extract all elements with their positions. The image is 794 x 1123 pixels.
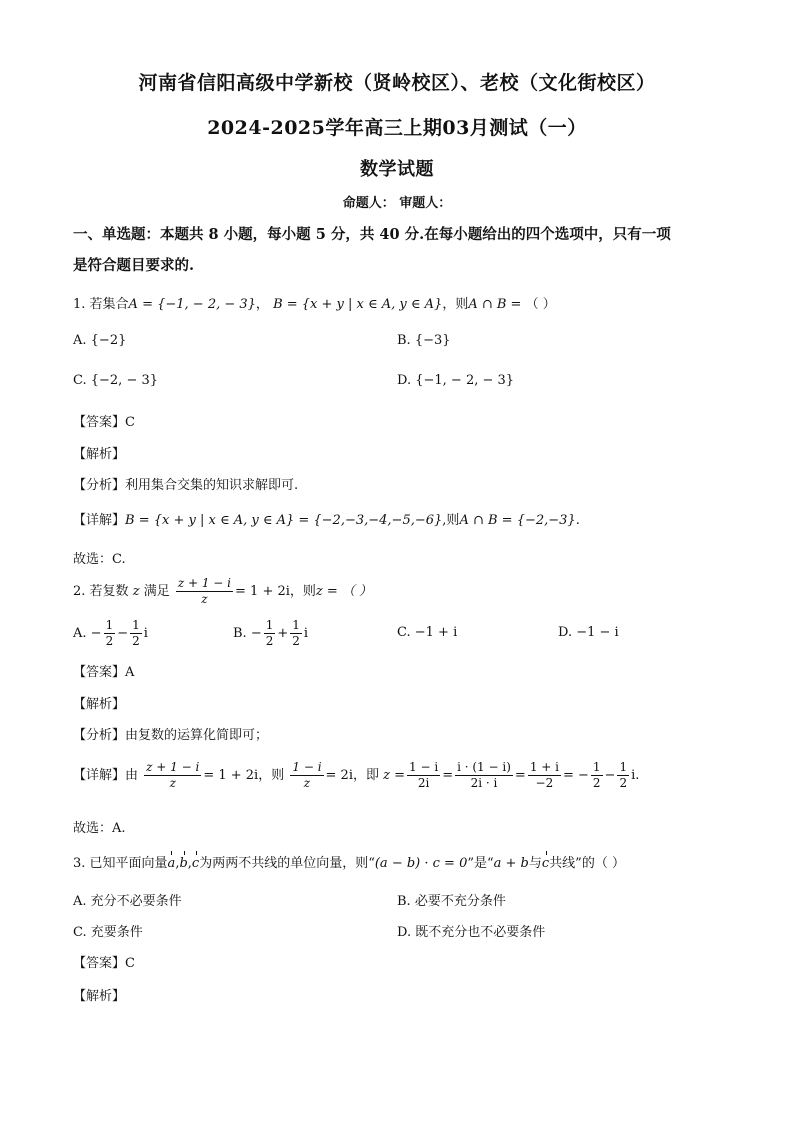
q1-option-b: B. {−3} (397, 333, 451, 348)
q2-stem (73, 576, 372, 607)
q2-d-eq1: = 1 + 2i (203, 768, 259, 783)
q2-a-half2 (130, 618, 142, 649)
title-line-2: 2024-2025学年高三上期03月测试（一） (207, 117, 587, 139)
q2-choose: 故选：A. (73, 821, 126, 836)
q2-b-minus: − (250, 626, 262, 641)
q2-d-frac2-den: z (303, 776, 311, 790)
q2-b-half1-num: 1 (265, 618, 274, 632)
subject-title: 数学试题 (360, 159, 434, 180)
q1-detail-label: 【详解】 (73, 513, 126, 528)
q2-option-a (73, 618, 148, 649)
q2-d-half1 (591, 760, 603, 791)
q2-fenxi: 【分析】由复数的运算化简即可； (73, 728, 269, 743)
q2-d-frac2-num: 1 − i (292, 760, 322, 774)
section-heading-line2: 是符合题目要求的. (73, 257, 195, 274)
q2-satisfy: 满足 (143, 584, 170, 599)
q2-fraction (176, 576, 233, 607)
q3-conclusion-with: 与 (528, 856, 542, 871)
q2-d-half2-num: 1 (619, 760, 628, 774)
q2-b-plus: + (277, 626, 289, 641)
q2-option-a-label: A. (73, 626, 87, 641)
q2-b-half2 (290, 618, 302, 649)
q2-d-eq2: = 2i (325, 768, 353, 783)
q3-condition: (a − b) · c = 0 (374, 856, 468, 871)
q2-d-half2-den: 2 (619, 776, 628, 790)
q2-b-half2-num: 1 (292, 618, 300, 632)
q2-d-half1-den: 2 (592, 776, 601, 790)
q3-option-a: A. 充分不必要条件 (73, 894, 182, 909)
authors-line: 命题人： 审题人： (342, 196, 452, 211)
q3-comma1: , (175, 856, 180, 871)
q2-option-c: C. −1 + i (397, 625, 458, 640)
title-line-1: 河南省信阳高级中学新校（贤岭校区）、老校（文化街校区） (138, 72, 656, 94)
q3-vector-c: c (191, 856, 200, 871)
q2-detail (73, 760, 639, 791)
q2-d-eqs2: = (514, 768, 526, 783)
q2-d-ji: ，即 (353, 768, 380, 783)
section-heading-line1: 一、单选题：本题共 8 小题，每小题 5 分，共 40 分.在每小题给出的四个选项中，只有一项 (73, 226, 671, 243)
q2-b-half1 (264, 618, 276, 649)
q2-d-frac3 (407, 760, 440, 791)
q3-conclusion-c: c (541, 856, 550, 871)
q2-detail-label: 【详解】由 (73, 768, 139, 783)
q2-a-half1-den: 2 (105, 634, 114, 648)
q1-sep: ， (255, 297, 269, 312)
q3-conclusion-tail: 共线”的（ ） (549, 856, 625, 871)
q3-stem (73, 852, 625, 871)
q3-comma2: , (187, 856, 192, 871)
q1-stem (73, 293, 556, 312)
q2-d-frac1 (144, 760, 201, 791)
q3-mid: 为两两不共线的单位向量，则“ (199, 856, 375, 871)
q2-b-half1-den: 2 (265, 634, 274, 648)
q2-d-minus: − (604, 768, 616, 783)
q2-a-half1-num: 1 (105, 618, 114, 632)
q2-analysis-label: 【解析】 (73, 697, 126, 712)
q3-option-c: C. 充要条件 (73, 925, 143, 940)
q3-is: ”是“ (467, 856, 494, 871)
q2-d-then: ，则 (258, 768, 285, 783)
q2-d-half2 (617, 760, 629, 791)
q3-option-b: B. 必要不充分条件 (397, 894, 506, 909)
q2-frac-den: z (201, 592, 208, 606)
q1-option-c: C. {−2, − 3} (73, 373, 159, 388)
q2-a-i: i (143, 626, 148, 641)
q1-detail (73, 509, 580, 528)
q2-b-i: i (303, 626, 309, 641)
q2-frac-num: z + 1 − i (177, 576, 232, 590)
q2-d-frac4-den: 2i · i (470, 776, 498, 790)
q2-d-frac1-den: z (169, 776, 176, 790)
q2-d-frac3-den: 2i (417, 776, 430, 790)
q2-option-d: D. −1 − i (558, 625, 619, 640)
q2-d-frac4-num: i · (1 − i) (457, 760, 511, 774)
q1-choose: 故选：C. (73, 552, 126, 567)
q3-prefix: 3. 已知平面向量 (73, 856, 168, 871)
q1-set-b: B = {x + y | x ∈ A, y ∈ A} (273, 297, 443, 312)
q3-vector-b: b (179, 856, 188, 871)
q2-b-half2-den: 2 (292, 634, 300, 648)
q2-a-minus1: − (90, 626, 102, 641)
q3-vector-a: a (167, 856, 176, 871)
q1-detail-b: B = {x + y | x ∈ A, y ∈ A} = {−2,−3,−4,−5,−6} (125, 513, 443, 528)
q2-d-frac5-den: −2 (535, 776, 554, 790)
q1-expr: A ∩ B = (468, 297, 522, 312)
q2-d-half1-num: 1 (592, 760, 601, 774)
q2-ask: ，则 (289, 584, 316, 599)
q3-analysis-label: 【解析】 (73, 989, 126, 1004)
q1-detail-result: A ∩ B = {−2,−3}. (459, 513, 580, 528)
q1-set-a: A = {−1, − 2, − 3} (128, 297, 256, 312)
q2-d-eqs1: = (442, 768, 454, 783)
q1-detail-then: ,则 (442, 513, 460, 528)
q2-d-end: = − (562, 768, 589, 783)
q3-conclusion-sum: a + b (493, 856, 529, 871)
q2-prefix: 2. 若复数 (73, 584, 129, 599)
q2-answer: 【答案】A (73, 665, 135, 680)
q2-d-tail: i. (631, 768, 640, 783)
q1-prefix: 1. 若集合 (73, 297, 129, 312)
q2-d-frac5-num: 1 + i (529, 760, 559, 774)
q1-option-a: A. {−2} (73, 333, 127, 348)
q2-option-b (233, 618, 308, 649)
q2-ask2: z = （ ） (315, 584, 373, 599)
q1-answer: 【答案】C (73, 415, 135, 430)
q2-var-z: z (132, 584, 140, 599)
q2-d-frac2 (290, 760, 323, 791)
q2-a-half2-den: 2 (132, 634, 140, 648)
q2-d-frac4 (455, 760, 513, 791)
q2-d-frac5 (528, 760, 561, 791)
q2-a-half2-num: 1 (132, 618, 140, 632)
q1-ask: ，则 (442, 297, 469, 312)
q2-d-z: z = (383, 768, 406, 783)
q2-a-minus2: − (117, 626, 129, 641)
q2-option-b-label: B. (233, 626, 247, 641)
q1-paren: （ ） (525, 297, 556, 312)
q2-d-frac1-num: z + 1 − i (146, 760, 200, 774)
q1-analysis-label: 【解析】 (73, 447, 126, 462)
q3-option-d: D. 既不充分也不必要条件 (397, 925, 546, 940)
q2-a-half1 (104, 618, 116, 649)
q3-answer: 【答案】C (73, 956, 135, 971)
q2-d-frac3-num: 1 − i (409, 760, 439, 774)
q1-fenxi: 【分析】利用集合交集的知识求解即可. (73, 478, 299, 493)
q1-option-d: D. {−1, − 2, − 3} (397, 373, 515, 388)
q2-eq: = 1 + 2i (235, 584, 290, 599)
